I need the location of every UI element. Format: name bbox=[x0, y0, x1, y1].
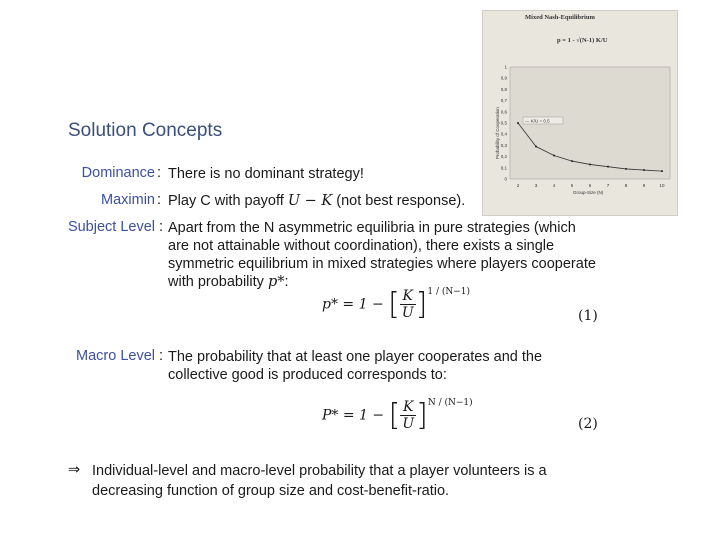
colon: : bbox=[157, 165, 162, 181]
y-tick-label: 0,7 bbox=[500, 98, 507, 104]
x-tick-label: 3 bbox=[534, 183, 538, 188]
y-tick-label: 0,5 bbox=[500, 120, 507, 126]
y-tick-label: 0 bbox=[504, 176, 507, 182]
data-point bbox=[607, 166, 609, 168]
y-tick-label: 0,1 bbox=[500, 165, 507, 171]
data-point bbox=[589, 163, 591, 165]
y-tick-label: 0,4 bbox=[500, 131, 507, 137]
conclusion-text bbox=[92, 461, 547, 501]
macro-level-term: Macro Level bbox=[76, 348, 155, 364]
y-tick-label: 0,8 bbox=[500, 86, 507, 92]
x-tick-label: 5 bbox=[570, 183, 574, 188]
data-point bbox=[535, 146, 537, 148]
data-point bbox=[553, 154, 555, 156]
subject-line-4-end: : bbox=[284, 274, 289, 290]
subject-line-1: Apart from the N asymmetric equilibria in pure strategies (which bbox=[168, 220, 576, 236]
x-tick-label: 4 bbox=[552, 183, 556, 188]
figure-formula: p = 1 - √(N-1) K/U bbox=[557, 37, 608, 44]
maximin-term: Maximin bbox=[101, 192, 155, 208]
eq1-exponent: 1 / (N−1) bbox=[427, 287, 471, 297]
y-tick-label: 1 bbox=[504, 64, 507, 70]
eq1-numerator: K bbox=[400, 288, 416, 305]
right-bracket: ] bbox=[415, 287, 428, 322]
y-tick-label: 0,6 bbox=[500, 109, 507, 115]
eq2-fraction bbox=[400, 399, 416, 432]
equation-2-label: (2) bbox=[578, 416, 598, 432]
x-tick-label: 8 bbox=[624, 183, 628, 188]
dominance-term: Dominance bbox=[81, 165, 155, 181]
scanned-figure bbox=[482, 10, 678, 216]
conclusion-line-1: Individual-level and macro-level probability that a player volunteers is a bbox=[92, 463, 547, 479]
implication-arrow: ⇒ bbox=[68, 462, 81, 478]
y-tick-label: 0,3 bbox=[500, 142, 507, 148]
x-axis-label: Group-Size (N) bbox=[573, 190, 604, 195]
x-tick-label: 6 bbox=[588, 183, 592, 188]
eq1-lhs: p* = 1 − bbox=[322, 296, 384, 313]
macro-line-1: The probability that at least one player cooperates and the bbox=[168, 349, 543, 365]
slide-title: Solution Concepts bbox=[68, 120, 223, 141]
x-tick-label: 9 bbox=[642, 183, 646, 188]
colon: : bbox=[159, 219, 164, 235]
eq2-lhs: P* = 1 − bbox=[322, 407, 385, 424]
equation-1-label: (1) bbox=[578, 308, 598, 324]
eq1-denominator: U bbox=[401, 305, 414, 321]
right-bracket: ] bbox=[416, 398, 428, 433]
y-tick-label: 0,2 bbox=[500, 154, 507, 160]
y-tick-label: 0,9 bbox=[500, 75, 507, 81]
subject-line-2: are not attainable without coordination), there exists a single bbox=[168, 238, 555, 254]
data-point bbox=[517, 122, 519, 124]
left-bracket: [ bbox=[388, 287, 400, 322]
x-tick-label: 7 bbox=[606, 183, 610, 188]
legend-entry: --- K/U = 0.5 bbox=[525, 118, 550, 124]
data-point bbox=[625, 168, 627, 170]
eq2-exponent: N / (N−1) bbox=[427, 398, 473, 408]
equation-2 bbox=[322, 398, 473, 433]
subject-line-3: symmetric equilibrium in mixed strategies where players cooperate bbox=[168, 256, 596, 272]
figure-title: Mixed Nash-Equilibrium bbox=[525, 14, 595, 21]
data-point bbox=[643, 169, 645, 171]
maximin-text-c: (not best response). bbox=[332, 193, 466, 209]
subject-level-text bbox=[168, 219, 596, 291]
maximin-text bbox=[168, 192, 465, 210]
p-symbol: p* bbox=[267, 274, 285, 290]
macro-line-2: collective good is produced corresponds to: bbox=[168, 367, 447, 383]
x-tick-label: 2 bbox=[516, 183, 520, 188]
subject-level-term: Subject Level bbox=[67, 219, 155, 235]
colon: : bbox=[157, 192, 162, 208]
data-point bbox=[661, 170, 663, 172]
equation-1 bbox=[322, 287, 470, 322]
macro-level-text bbox=[168, 348, 542, 384]
data-point bbox=[571, 160, 573, 162]
eq2-numerator: K bbox=[400, 399, 416, 416]
maximin-text-a: Play C with payoff bbox=[168, 193, 288, 209]
eq2-denominator: U bbox=[402, 416, 415, 432]
y-axis-label: Probability of Cooperation bbox=[495, 107, 500, 159]
x-tick-label: 10 bbox=[659, 183, 665, 188]
maximin-formula: U − K bbox=[287, 193, 333, 209]
dominance-text: There is no dominant strategy! bbox=[168, 166, 364, 182]
subject-line-4-text: with probability bbox=[168, 274, 268, 290]
left-bracket: [ bbox=[388, 398, 401, 433]
eq1-fraction bbox=[400, 288, 416, 321]
conclusion-line-2: decreasing function of group size and cost-benefit-ratio. bbox=[92, 483, 450, 499]
colon: : bbox=[159, 348, 164, 364]
figure-chart bbox=[483, 63, 677, 215]
